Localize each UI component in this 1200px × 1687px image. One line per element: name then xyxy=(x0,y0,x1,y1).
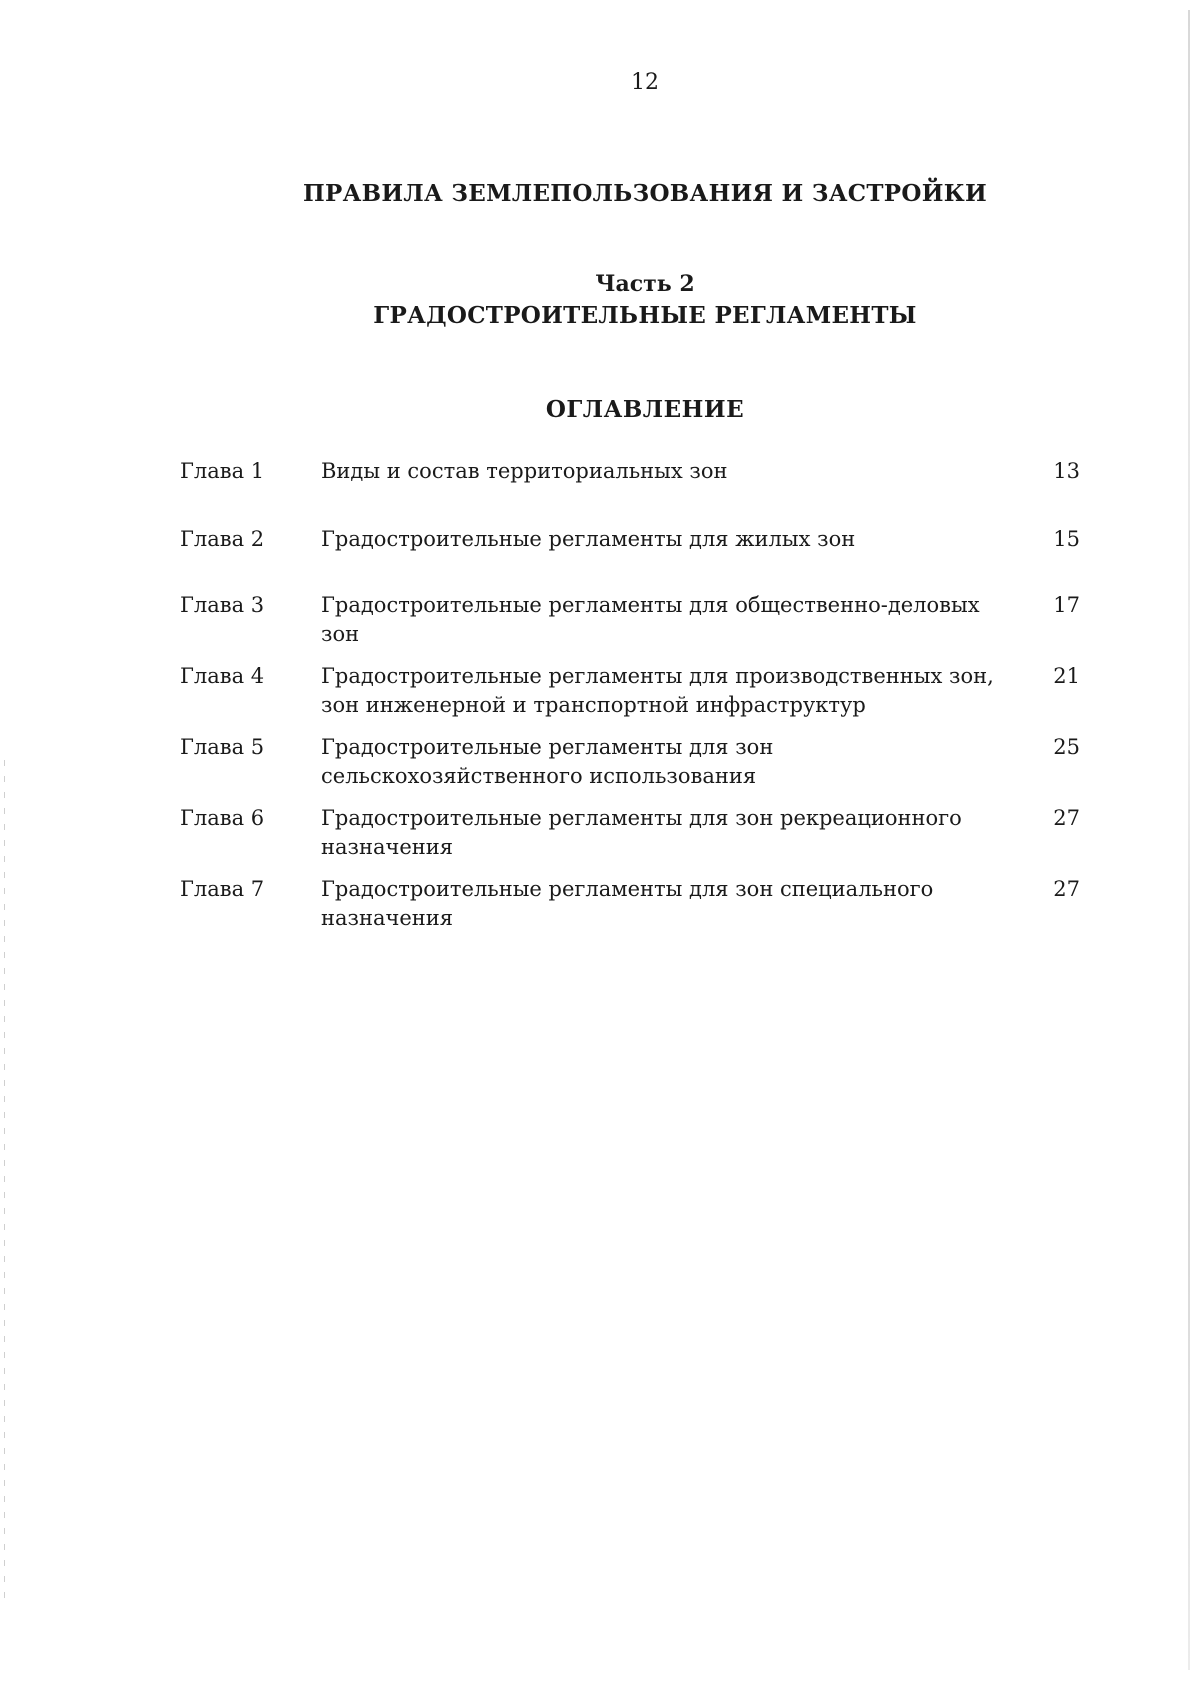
document-title: ПРАВИЛА ЗЕМЛЕПОЛЬЗОВАНИЯ И ЗАСТРОЙКИ xyxy=(302,180,988,207)
toc-page-number: 27 xyxy=(1053,806,1080,830)
toc-entry-title: Виды и состав территориальных зон xyxy=(321,459,728,483)
toc-chapter-label: Глава 6 xyxy=(180,806,265,830)
toc-chapter-label: Глава 1 xyxy=(180,459,265,483)
toc-heading: ОГЛАВЛЕНИЕ xyxy=(545,396,745,423)
toc-page-number: 17 xyxy=(1053,593,1080,617)
toc-chapter-label: Глава 4 xyxy=(180,664,265,688)
page-number: 12 xyxy=(631,70,659,95)
toc-entry-title: Градостроительные регламенты для зон сельскохозяйственного использования xyxy=(321,735,774,788)
part-label: Часть 2 xyxy=(595,271,695,297)
scan-edge-right xyxy=(1188,10,1190,1670)
scan-edge-left xyxy=(4,760,5,1600)
toc-page-number: 25 xyxy=(1053,735,1080,759)
toc-chapter-label: Глава 5 xyxy=(180,735,265,759)
toc-page-number: 27 xyxy=(1053,877,1080,901)
toc-entry-title: Градостроительные регламенты для общественно-деловых зон xyxy=(321,593,980,646)
toc-page-number: 13 xyxy=(1053,459,1080,483)
part-title: ГРАДОСТРОИТЕЛЬНЫЕ РЕГЛАМЕНТЫ xyxy=(373,302,917,329)
toc-entry-title: Градостроительные регламенты для жилых зон xyxy=(321,527,856,551)
toc-entry-title: Градостроительные регламенты для зон специального назначения xyxy=(321,877,934,930)
toc-page-number: 15 xyxy=(1053,527,1080,551)
toc-entry-title: Градостроительные регламенты для зон рекреационного назначения xyxy=(321,806,962,859)
toc-page-number: 21 xyxy=(1053,664,1080,688)
toc-chapter-label: Глава 3 xyxy=(180,593,265,617)
toc-entry-title: Градостроительные регламенты для производственных зон, зон инженерной и транспортной инфраструктур xyxy=(321,664,994,717)
toc-chapter-label: Глава 7 xyxy=(180,877,265,901)
toc-chapter-label: Глава 2 xyxy=(180,527,265,551)
